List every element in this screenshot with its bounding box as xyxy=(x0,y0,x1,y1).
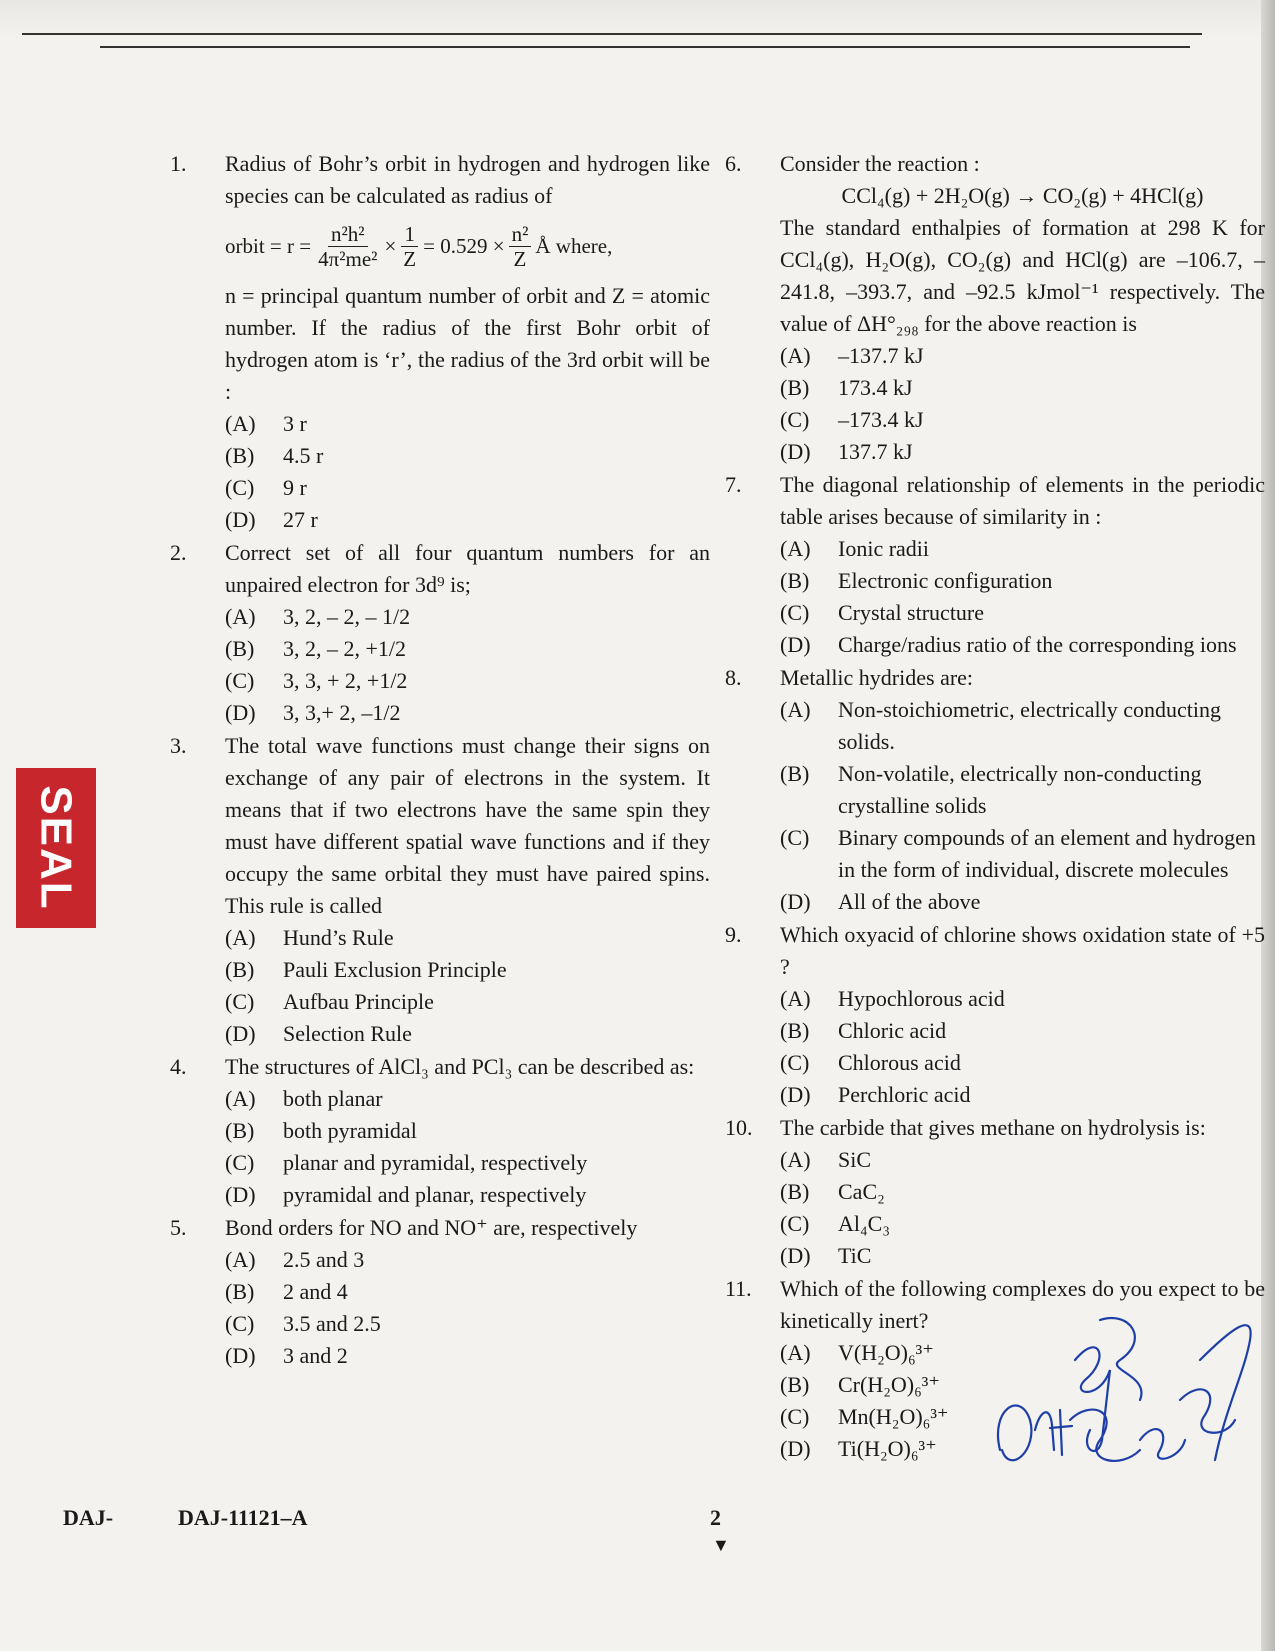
answer-option xyxy=(225,665,710,697)
option-text: 9 r xyxy=(283,475,307,500)
answer-option xyxy=(780,629,1265,661)
option-text: Hund’s Rule xyxy=(283,925,394,950)
question-number: 3. xyxy=(170,733,187,758)
option-label: (C) xyxy=(225,668,255,693)
option-label: (D) xyxy=(780,1243,811,1268)
formula-fraction xyxy=(315,222,380,271)
down-arrow-icon: ▼ xyxy=(712,1535,730,1555)
footer-code-left: DAJ- xyxy=(63,1505,114,1530)
question-4 xyxy=(170,1051,710,1211)
option-label: (B) xyxy=(225,1279,255,1304)
answer-option xyxy=(780,533,1265,565)
question-3 xyxy=(170,730,710,1050)
question-number: 2. xyxy=(170,540,187,565)
option-label: (D) xyxy=(780,439,811,464)
option-text: Chloric acid xyxy=(838,1018,947,1043)
handwritten-note xyxy=(990,1300,1270,1480)
option-label: (B) xyxy=(225,636,255,661)
fraction-denominator: Z xyxy=(513,246,527,271)
question-text: The total wave functions must change their signs on exchange of any pair of electrons in the system. It means that if two electrons have the same spin they must have different spatial wave functions and if they occupy the same orbital they must have paired spins. This rule is called xyxy=(225,733,710,918)
option-text: both pyramidal xyxy=(283,1118,417,1143)
answer-option xyxy=(780,886,1265,918)
question-number: 10. xyxy=(725,1115,753,1140)
question-1 xyxy=(170,148,710,536)
answer-option xyxy=(225,1147,710,1179)
option-label: (C) xyxy=(225,1150,255,1175)
answer-option xyxy=(225,1083,710,1115)
answer-option xyxy=(780,565,1265,597)
answer-option xyxy=(780,1015,1265,1047)
option-label: (D) xyxy=(225,700,256,725)
option-label: (C) xyxy=(225,1311,255,1336)
option-label: (A) xyxy=(780,1340,811,1365)
question-number: 11. xyxy=(725,1276,752,1301)
fraction-numerator: 1 xyxy=(401,222,418,247)
option-label: (B) xyxy=(780,761,810,786)
option-label: (B) xyxy=(225,957,255,982)
answer-option xyxy=(780,1240,1265,1272)
fraction-numerator: n²h² xyxy=(328,222,368,247)
option-text: Pauli Exclusion Principle xyxy=(283,957,507,982)
answer-option xyxy=(780,1176,1265,1208)
answer-option xyxy=(780,758,1265,822)
option-text: 3, 2, – 2, – 1/2 xyxy=(283,604,411,629)
option-text: Non-stoichiometric, electrically conducting solids. xyxy=(838,697,1222,754)
option-text: –173.4 kJ xyxy=(838,407,924,432)
formula-tail: Å where, xyxy=(535,233,613,258)
fraction-denominator: 4π²me² xyxy=(318,246,378,271)
question-6 xyxy=(725,148,1265,468)
answer-option xyxy=(225,1340,710,1372)
option-text: Crystal structure xyxy=(838,600,985,625)
answer-option xyxy=(780,372,1265,404)
option-text: Binary compounds of an element and hydrogen in the form of individual, discrete molecules xyxy=(838,825,1256,882)
option-label: (C) xyxy=(780,825,810,850)
answer-option xyxy=(225,440,710,472)
question-number: 8. xyxy=(725,665,742,690)
answer-option xyxy=(780,1047,1265,1079)
option-label: (D) xyxy=(225,507,256,532)
option-label: (A) xyxy=(225,1086,256,1111)
option-label: (B) xyxy=(225,1118,255,1143)
option-label: (A) xyxy=(780,697,811,722)
question-text: Correct set of all four quantum numbers for an unpaired electron for 3d⁹ is; xyxy=(225,540,710,597)
option-label: (C) xyxy=(225,989,255,1014)
question-number: 1. xyxy=(170,151,187,176)
answer-option xyxy=(225,1276,710,1308)
option-text: Hypochlorous acid xyxy=(838,986,1005,1011)
option-text: Perchloric acid xyxy=(838,1082,971,1107)
option-text: Electronic configuration xyxy=(838,568,1053,593)
option-text: CaC₂ xyxy=(838,1179,885,1204)
seal-text: SEAL xyxy=(32,785,82,911)
option-label: (B) xyxy=(780,1018,810,1043)
option-label: (C) xyxy=(780,1050,810,1075)
fraction-numerator: n² xyxy=(509,222,532,247)
option-text: pyramidal and planar, respectively xyxy=(283,1182,587,1207)
option-label: (C) xyxy=(780,407,810,432)
formula-times: × xyxy=(384,233,397,258)
answer-option xyxy=(780,597,1265,629)
answer-option xyxy=(225,1308,710,1340)
option-label: (D) xyxy=(780,632,811,657)
reaction-equation: CCl₄(g) + 2H₂O(g) → CO₂(g) + 4HCl(g) xyxy=(841,183,1204,208)
question-text: The carbide that gives methane on hydrolysis is: xyxy=(780,1115,1206,1140)
question-text: Consider the reaction : xyxy=(780,151,980,176)
answer-option xyxy=(225,601,710,633)
question-text: Which of the following complexes do you expect to be kinetically inert? xyxy=(780,1276,1265,1333)
page-number: 2 xyxy=(710,1505,721,1530)
answer-option xyxy=(225,408,710,440)
option-text: 2.5 and 3 xyxy=(283,1247,365,1272)
option-text: V(H₂O)₆³⁺ xyxy=(838,1340,934,1365)
option-text: 3 r xyxy=(283,411,307,436)
option-label: (A) xyxy=(780,343,811,368)
question-7 xyxy=(725,469,1265,661)
answer-option xyxy=(225,1244,710,1276)
option-label: (D) xyxy=(225,1343,256,1368)
option-label: (D) xyxy=(225,1182,256,1207)
option-label: (C) xyxy=(225,475,255,500)
option-label: (D) xyxy=(780,889,811,914)
option-text: Charge/radius ratio of the corresponding ions xyxy=(838,632,1237,657)
answer-option xyxy=(225,986,710,1018)
question-2 xyxy=(170,537,710,729)
option-label: (C) xyxy=(780,1404,810,1429)
footer-booklet-code: DAJ-11121–A xyxy=(178,1505,308,1530)
option-text: Selection Rule xyxy=(283,1021,412,1046)
seal-stamp xyxy=(16,768,96,928)
option-text: 173.4 kJ xyxy=(838,375,913,400)
answer-option xyxy=(780,1208,1265,1240)
option-text: Mn(H₂O)₆³⁺ xyxy=(838,1404,949,1429)
option-text: SiC xyxy=(838,1147,872,1172)
option-label: (B) xyxy=(780,1179,810,1204)
question-text: Bond orders for NO and NO⁺ are, respectively xyxy=(225,1215,638,1240)
option-label: (C) xyxy=(780,1211,810,1236)
question-text-continued: The standard enthalpies of formation at 298 K for CCl₄(g), H₂O(g), CO₂(g) and HCl(g) are –106.7, –241.8, –393.7, and –92.5 kJmol⁻¹ respectively. The value of ΔH°₂₉₈ for the above reaction is xyxy=(780,215,1265,336)
option-label: (D) xyxy=(780,1082,811,1107)
option-text: –137.7 kJ xyxy=(838,343,924,368)
formula-mid: = 0.529 × xyxy=(423,233,505,258)
option-text: 4.5 r xyxy=(283,443,324,468)
option-text: 3, 3,+ 2, –1/2 xyxy=(283,700,401,725)
question-text: The diagonal relationship of elements in the periodic table arises because of similarity in : xyxy=(780,472,1265,529)
option-label: (B) xyxy=(780,1372,810,1397)
top-rule-inner xyxy=(100,46,1190,48)
top-rule xyxy=(22,33,1202,35)
right-column xyxy=(725,148,1265,1466)
question-5 xyxy=(170,1212,710,1372)
option-label: (A) xyxy=(780,536,811,561)
option-text: Aufbau Principle xyxy=(283,989,434,1014)
option-label: (B) xyxy=(780,568,810,593)
option-text: 27 r xyxy=(283,507,318,532)
option-text: both planar xyxy=(283,1086,383,1111)
answer-option xyxy=(225,922,710,954)
option-text: Al₄C₃ xyxy=(838,1211,891,1236)
option-label: (A) xyxy=(780,1147,811,1172)
option-text: 3, 3, + 2, +1/2 xyxy=(283,668,408,693)
option-label: (A) xyxy=(225,604,256,629)
question-text: The structures of AlCl₃ and PCl₃ can be described as: xyxy=(225,1054,695,1079)
question-8 xyxy=(725,662,1265,918)
option-label: (D) xyxy=(225,1021,256,1046)
option-text: Chlorous acid xyxy=(838,1050,961,1075)
option-text: Ionic radii xyxy=(838,536,930,561)
question-number: 7. xyxy=(725,472,742,497)
answer-option xyxy=(225,633,710,665)
fraction-denominator: Z xyxy=(403,246,417,271)
option-label: (B) xyxy=(780,375,810,400)
answer-option xyxy=(225,697,710,729)
question-text: Metallic hydrides are: xyxy=(780,665,974,690)
option-text: All of the above xyxy=(838,889,981,914)
question-text-continued: n = principal quantum number of orbit and Z = atomic number. If the radius of the first Bohr orbit of hydrogen atom is ‘r’, the radius of the 3rd orbit will be : xyxy=(225,283,710,404)
option-text: Ti(H₂O)₆³⁺ xyxy=(838,1436,937,1461)
formula-fraction xyxy=(400,222,419,271)
answer-option xyxy=(225,1179,710,1211)
option-label: (A) xyxy=(780,986,811,1011)
question-number: 5. xyxy=(170,1215,187,1240)
option-text: 3, 2, – 2, +1/2 xyxy=(283,636,407,661)
answer-option xyxy=(225,1018,710,1050)
question-9 xyxy=(725,919,1265,1111)
left-column xyxy=(170,148,710,1373)
answer-option xyxy=(780,404,1265,436)
option-text: 3 and 2 xyxy=(283,1343,348,1368)
answer-option xyxy=(780,436,1265,468)
answer-option xyxy=(225,954,710,986)
answer-option xyxy=(225,472,710,504)
answer-option xyxy=(780,1144,1265,1176)
option-label: (A) xyxy=(225,925,256,950)
question-text: Radius of Bohr’s orbit in hydrogen and hydrogen like species can be calculated as radius of xyxy=(225,151,710,208)
option-label: (C) xyxy=(780,600,810,625)
option-text: 3.5 and 2.5 xyxy=(283,1311,381,1336)
option-text: planar and pyramidal, respectively xyxy=(283,1150,588,1175)
question-number: 6. xyxy=(725,151,742,176)
formula-fraction xyxy=(509,222,532,271)
question-10 xyxy=(725,1112,1265,1272)
option-text: TiC xyxy=(838,1243,872,1268)
option-label: (A) xyxy=(225,1247,256,1272)
answer-option xyxy=(780,340,1265,372)
answer-option xyxy=(780,694,1265,758)
option-text: Non-volatile, electrically non-conducting crystalline solids xyxy=(838,761,1202,818)
answer-option xyxy=(225,504,710,536)
question-text: Which oxyacid of chlorine shows oxidation state of +5 ? xyxy=(780,922,1265,979)
answer-option xyxy=(780,983,1265,1015)
bohr-radius-formula xyxy=(225,216,710,276)
option-label: (B) xyxy=(225,443,255,468)
formula-lhs: orbit = r = xyxy=(225,233,312,258)
answer-option xyxy=(780,822,1265,886)
option-label: (D) xyxy=(780,1436,811,1461)
option-text: Cr(H₂O)₆³⁺ xyxy=(838,1372,940,1397)
answer-option xyxy=(780,1079,1265,1111)
option-text: 2 and 4 xyxy=(283,1279,348,1304)
option-label: (A) xyxy=(225,411,256,436)
answer-option xyxy=(225,1115,710,1147)
question-number: 4. xyxy=(170,1054,187,1079)
question-number: 9. xyxy=(725,922,742,947)
option-text: 137.7 kJ xyxy=(838,439,913,464)
